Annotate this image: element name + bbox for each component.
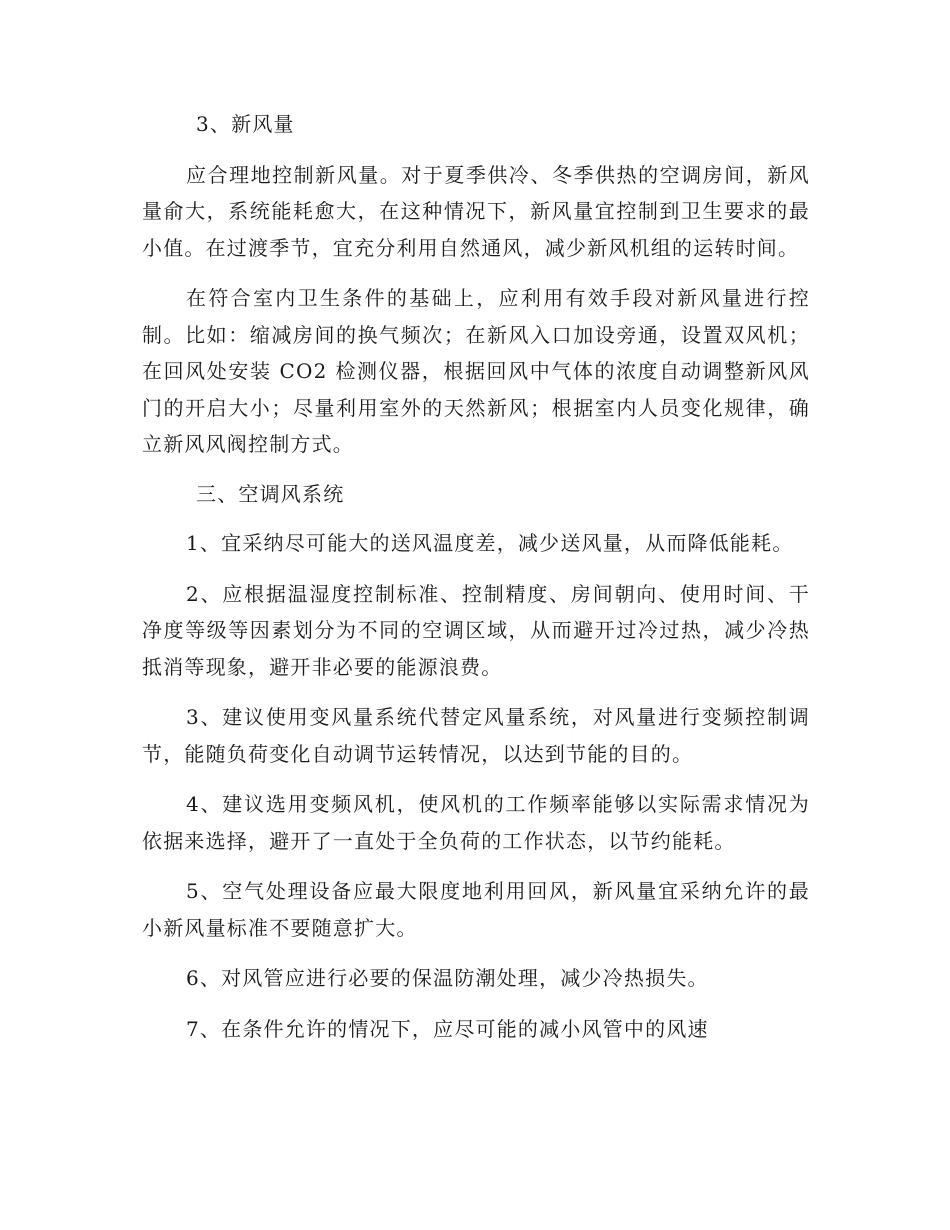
list-item-4: 4、建议选用变频风机，使风机的工作频率能够以实际需求情况为依据来选择，避开了一直处于全负荷的工作状态，以节约能耗。: [142, 792, 810, 853]
section-heading-fresh-air: 3、新风量: [196, 112, 295, 136]
paragraph-fresh-air-control: 应合理地控制新风量。对于夏季供冷、冬季供热的空调房间，新风量俞大，系统能耗愈大，在这种情况下，新风量宜控制到卫生要求的最小值。在过渡季节，宜充分利用自然通风，减少新风机组的运转时间。: [142, 162, 810, 260]
list-item-7: 7、在条件允许的情况下，应尽可能的减小风管中的风速: [186, 1016, 709, 1041]
section-heading-air-system: 三、空调风系统: [196, 481, 345, 506]
list-item-5: 5、空气处理设备应最大限度地利用回风，新风量宜采纳允许的最小新风量标准不要随意扩大。: [142, 879, 810, 940]
paragraph-fresh-air-methods: 在符合室内卫生条件的基础上，应利用有效手段对新风量进行控制。比如：缩减房间的换气频次；在新风入口加设旁通，设置双风机；在回风处安装 CO2 检测仪器，根据回风中气体的浓度自动调整新风风门的开启大小；尽量利用室外的天然新风；根据室内人员变化规律，确立新风风阀控制方式。: [142, 286, 810, 456]
list-item-1: 1、宜采纳尽可能大的送风温度差，减少送风量，从而降低能耗。: [186, 531, 794, 555]
document-body: [142, 106, 810, 1047]
list-item-2: 2、应根据温湿度控制标准、控制精度、房间朝向、使用时间、干净度等级等因素划分为不同的空调区域，从而避开过冷过热，减少冷热抵消等现象，避开非必要的能源浪费。: [142, 581, 810, 679]
list-item-3: 3、建议使用变风量系统代替定风量系统，对风量进行变频控制调节，能随负荷变化自动调节运转情况，以达到节能的目的。: [142, 705, 810, 766]
list-item-6: 6、对风管应进行必要的保温防潮处理，减少冷热损失。: [186, 966, 709, 990]
